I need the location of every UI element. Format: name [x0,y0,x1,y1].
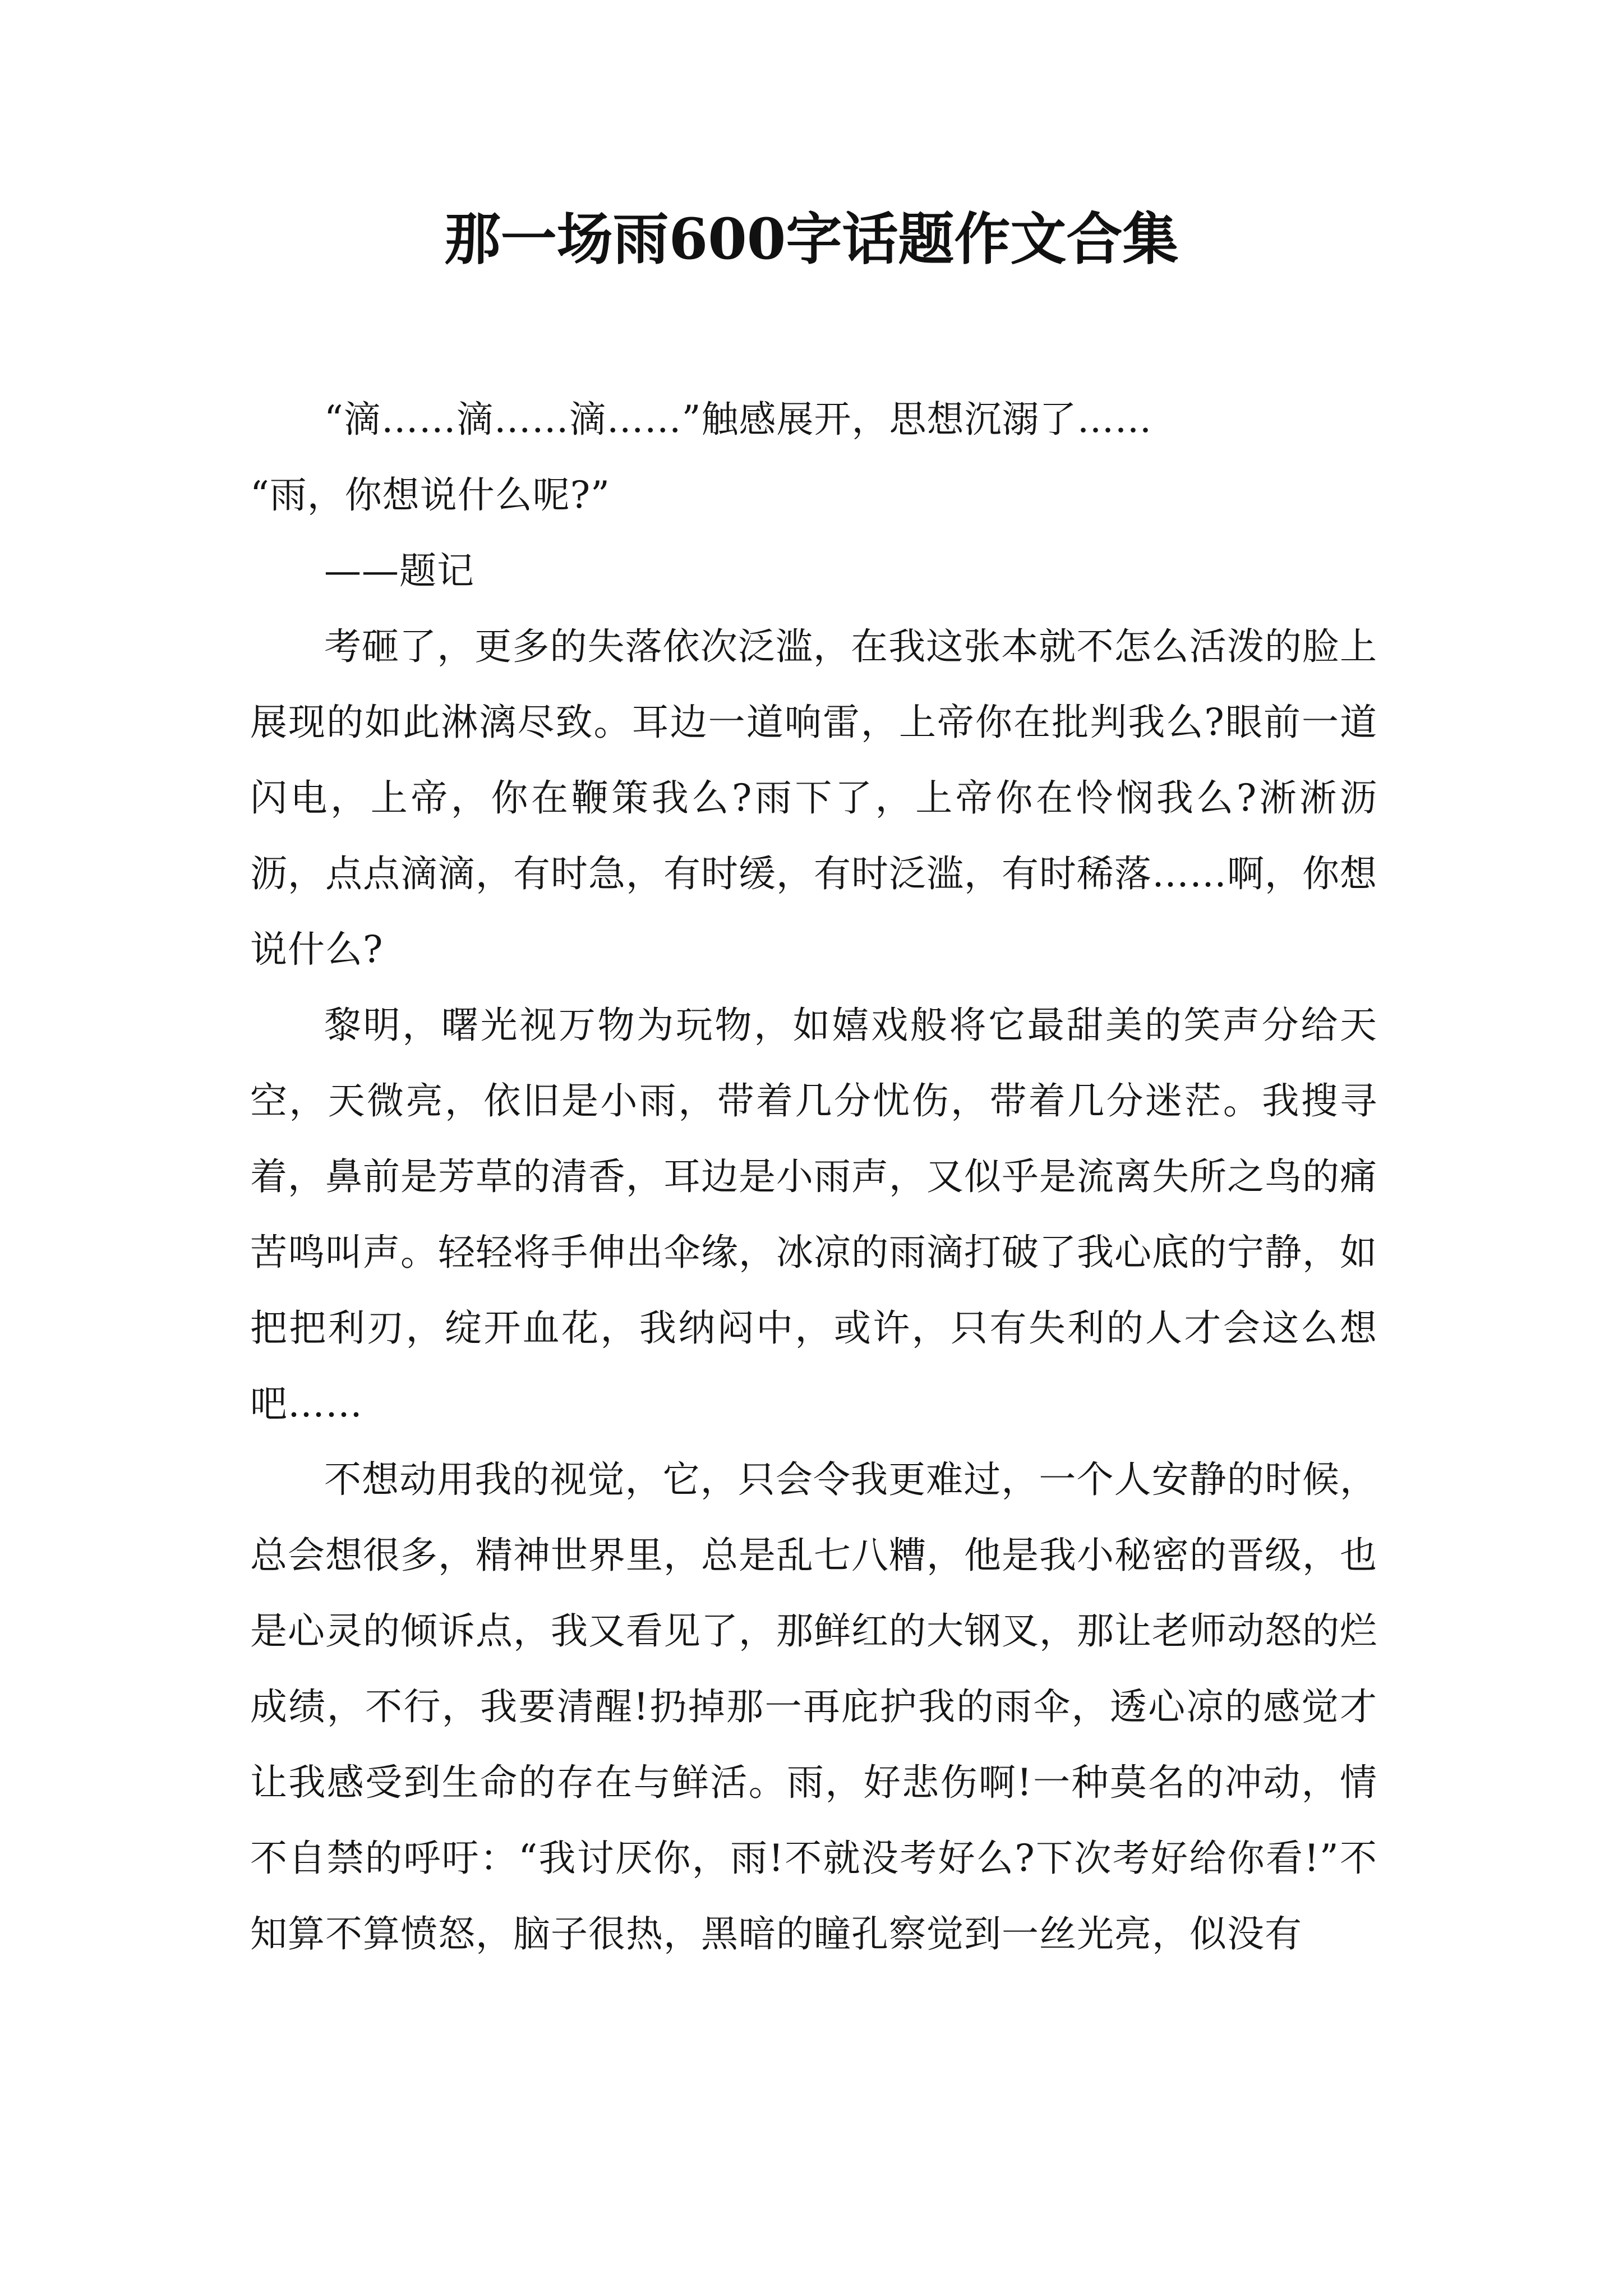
document-body [250,381,1377,1972]
paragraph: 黎明，曙光视万物为玩物，如嬉戏般将它最甜美的笑声分给天空，天微亮，依旧是小雨，带着几分忧伤，带着几分迷茫。我搜寻着，鼻前是芳草的清香，耳边是小雨声，又似乎是流离失所之鸟的痛苦鸣叫声。轻轻将手伸出伞缘，冰凉的雨滴打破了我心底的宁静，如把把利刃，绽开血花，我纳闷中，或许，只有失利的人才会这么想吧…… [250,1004,1377,1425]
epigraph-line-1: “滴……滴……滴……”触感展开，思想沉溺了…… [324,398,1152,441]
epigraph-line-2: “雨，你想说什么呢?” [250,473,610,517]
paragraph: 不想动用我的视觉，它，只会令我更难过，一个人安静的时候，总会想很多，精神世界里，总是乱七八糟，他是我小秘密的晋级，也是心灵的倾诉点，我又看见了，那鲜红的大钢叉，那让老师动怒的烂成绩，不行，我要清醒!扔掉那一再庇护我的雨伞，透心凉的感觉才让我感受到生命的存在与鲜活。雨，好悲伤啊!一种莫名的冲动，情不自禁的呼吁：“我讨厌你，雨!不就没考好么?下次考好给你看!”不知算不算愤怒，脑子很热，黑暗的瞳孔察觉到一丝光亮，似没有 [250,1458,1377,1955]
document-title: 那一场雨600字话题作文合集 [444,206,1179,272]
epigraph-attribution: ——题记 [324,549,474,592]
paragraph: 考砸了，更多的失落依次泛滥，在我这张本就不怎么活泼的脸上展现的如此淋漓尽致。耳边一道响雷，上帝你在批判我么?眼前一道闪电，上帝，你在鞭策我么?雨下了，上帝你在怜悯我么?淅淅沥沥，点点滴滴，有时急，有时缓，有时泛滥，有时稀落……啊，你想说什么? [250,625,1377,971]
